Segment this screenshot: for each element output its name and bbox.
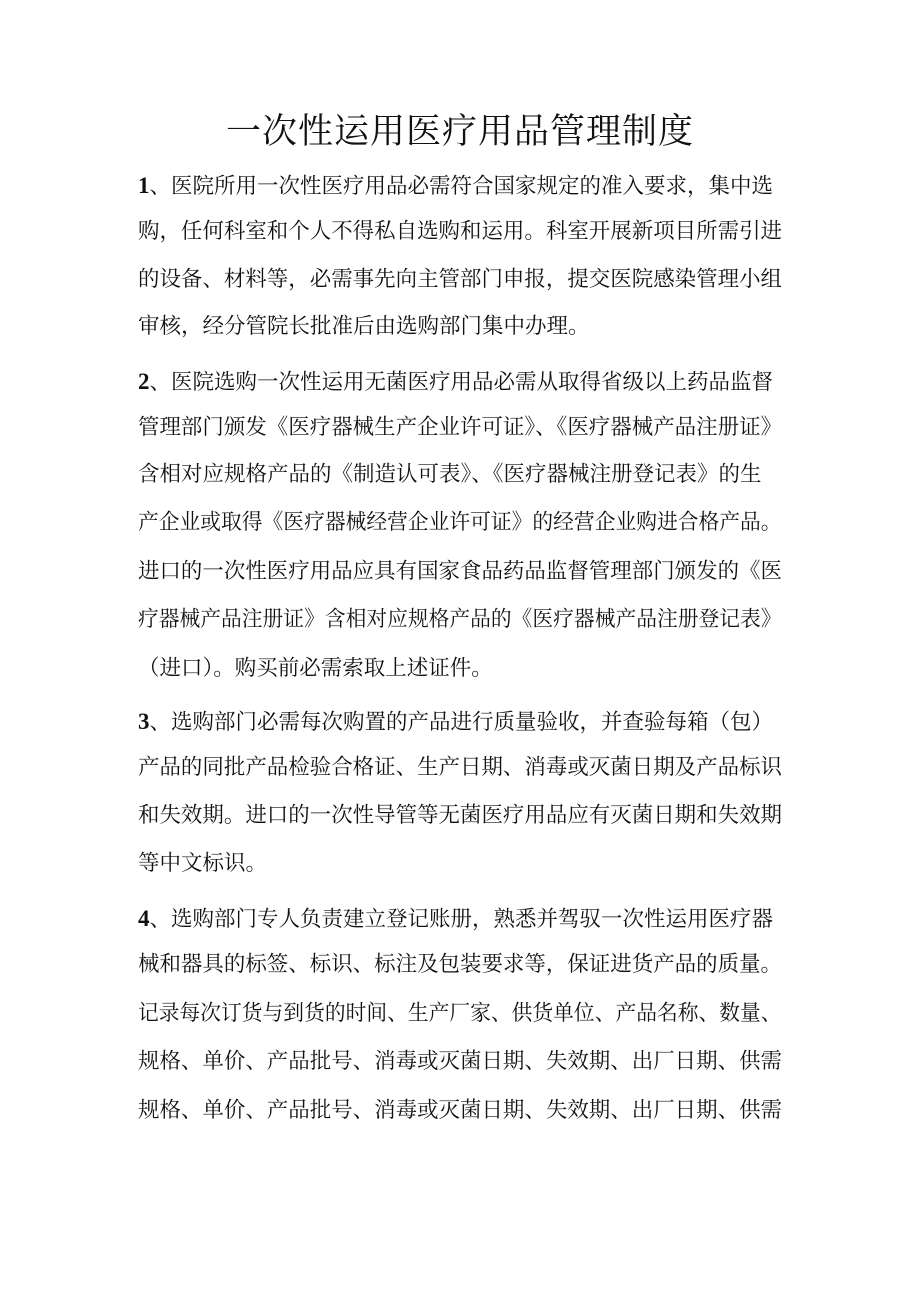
paragraph-line: 疗器械产品注册证》含相对应规格产品的《医疗器械产品注册登记表》	[138, 607, 782, 632]
paragraph-line: 械和器具的标签、标识、标注及包装要求等，保证进货产品的质量。	[138, 952, 783, 977]
paragraph-line: 记录每次订货与到货的时间、生产厂家、供货单位、产品名称、数量、	[138, 1001, 782, 1026]
section-number: 1	[138, 173, 150, 198]
line-text: 、医院所用一次性医疗用品必需符合国家规定的准入要求，集中选	[149, 174, 774, 199]
paragraph-line: 规格、单价、产品批号、消毒或灭菌日期、失效期、出厂日期、供需	[138, 1049, 783, 1074]
paragraph-line: 等中文标识。	[138, 851, 268, 876]
paragraph-line	[138, 707, 773, 738]
paragraph-line: 含相对应规格产品的《制造认可表》、《医疗器械注册登记表》的生	[138, 462, 762, 487]
paragraph-line: 产企业或取得《医疗器械经营企业许可证》的经营企业购进合格产品。	[138, 510, 782, 535]
paragraph-line: （进口）。购买前必需索取上述证件。	[138, 656, 493, 681]
section-number: 3	[138, 709, 150, 734]
paragraph-line: 规格、单价、产品批号、消毒或灭菌日期、失效期、出厂日期、供需	[138, 1098, 783, 1123]
paragraph-line	[138, 367, 773, 398]
paragraph-line	[138, 171, 773, 202]
section-number: 2	[138, 369, 150, 394]
paragraph-line: 审核，经分管院长批准后由选购部门集中办理。	[138, 314, 590, 339]
paragraph-line	[138, 904, 773, 935]
paragraph-line: 进口的一次性医疗用品应具有国家食品药品监督管理部门颁发的《医	[138, 559, 783, 584]
paragraph-line: 产品的同批产品检验合格证、生产日期、消毒或灭菌日期及产品标识	[138, 755, 783, 780]
paragraph-line: 的设备、材料等，必需事先向主管部门申报，提交医院感染管理小组	[138, 267, 783, 292]
line-text: 、医院选购一次性运用无菌医疗用品必需从取得省级以上药品监督	[149, 370, 774, 395]
paragraph-line: 管理部门颁发《医疗器械生产企业许可证》、《医疗器械产品注册证》	[138, 415, 783, 440]
section-number: 4	[138, 906, 150, 931]
paragraph-line: 购，任何科室和个人不得私自选购和运用。科室开展新项目所需引进	[138, 219, 783, 244]
line-text: 、选购部门专人负责建立登记账册，熟悉并驾驭一次性运用医疗器	[149, 907, 774, 932]
line-text: 、选购部门必需每次购置的产品进行质量验收，并查验每箱（包）	[149, 710, 774, 735]
paragraph-line: 和失效期。进口的一次性导管等无菌医疗用品应有灭菌日期和失效期	[138, 803, 783, 828]
page-title: 一次性运用医疗用品管理制度	[225, 112, 694, 152]
